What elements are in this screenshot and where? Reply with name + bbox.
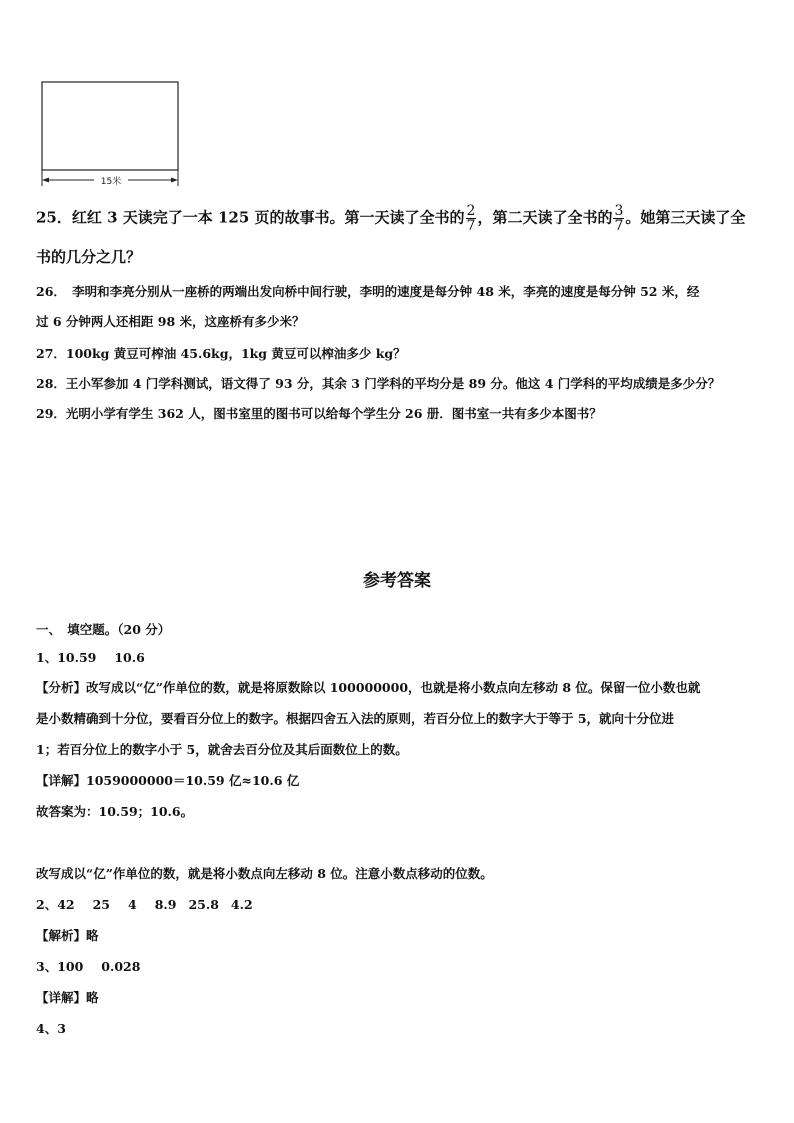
fraction-2-7: $\frac{2}{7}$: [466, 203, 476, 234]
rectangle-figure: [36, 80, 186, 190]
question-29: 29．光明小学有学生 362 人，图书室里的图书可以给每个学生分 26 册．图书室一共有多少本图书？: [36, 406, 602, 421]
answer-2-head: 2、42: [36, 897, 75, 912]
question-25-number: 25．: [36, 208, 72, 227]
question-25-line-2: 书的几分之几？: [36, 248, 142, 266]
question-27: 27．100kg 黄豆可榨油 45.6kg，1kg 黄豆可以榨油多少 kg？: [36, 346, 406, 361]
answer-1-head: 1、10.59: [36, 650, 97, 665]
figure-width-label: 15米: [100, 177, 122, 187]
answer-1-analysis-line-1: 【分析】改写成以“亿”作单位的数，就是将原数除以 100000000，也就是将小数点向左移动 8 位。保留一位小数也就: [36, 680, 701, 695]
answer-2: [36, 895, 253, 913]
answer-1-analysis-line-3: 1；若百分位上的数字小于 5，就舍去百分位及其后面数位上的数。: [36, 742, 408, 757]
question-25: [36, 204, 745, 233]
answer-1-conclusion: 故答案为：10.59；10.6。: [36, 804, 194, 819]
question-26-line-1: 26． 李明和李亮分别从一座桥的两端出发向桥中间行驶，李明的速度是每分钟 48 米，李亮的速度是每分钟 52 米，经: [36, 284, 700, 299]
answer-1: [36, 648, 145, 666]
answer-2-value: 8.9: [154, 897, 177, 912]
answer-3-value-2: 0.028: [101, 959, 141, 974]
answer-4-head: 4、3: [36, 1021, 66, 1036]
answer-2-value: 25.8: [188, 897, 219, 912]
answer-1-detail: 【详解】1059000000＝10.59 亿≈10.6 亿: [36, 773, 300, 788]
answer-1-value-2: 10.6: [114, 650, 145, 665]
question-26-line-2: 过 6 分钟两人还相距 98 米，这座桥有多少米？: [36, 314, 305, 329]
answer-1-analysis-line-2: 是小数精确到十分位，要看百分位上的数字。根据四舍五入法的原则，若百分位上的数字大于等于 5，就向十分位进: [36, 711, 675, 726]
answer-2-value: 4.2: [230, 897, 253, 912]
question-25-text-b: ，第二天读了全书的: [477, 208, 613, 227]
fraction-3-7: $\frac{3}{7}$: [614, 203, 624, 234]
answer-2-explain: 【解析】略: [36, 928, 99, 943]
answer-2-value: 4: [128, 897, 137, 912]
answer-3-head: 3、100: [36, 959, 84, 974]
question-25-text-c: 。她第三天读了全: [625, 208, 746, 227]
answers-title: 参考答案: [363, 571, 431, 591]
answers-section-heading: 一、 填空题。（20 分）: [36, 622, 171, 637]
answer-2-value: 25: [92, 897, 110, 912]
answer-1-note: 改写成以“亿”作单位的数，就是将小数点向左移动 8 位。注意小数点移动的位数。: [36, 866, 493, 881]
question-25-text-a: 红红 3 天读完了一本 125 页的故事书。第一天读了全书的: [71, 208, 465, 227]
question-28: 28．王小军参加 4 门学科测试，语文得了 93 分，其余 3 门学科的平均分是 89 分。他这 4 门学科的平均成绩是多少分？: [36, 376, 721, 391]
answer-3: [36, 957, 140, 975]
answer-3-explain: 【详解】略: [36, 990, 99, 1005]
